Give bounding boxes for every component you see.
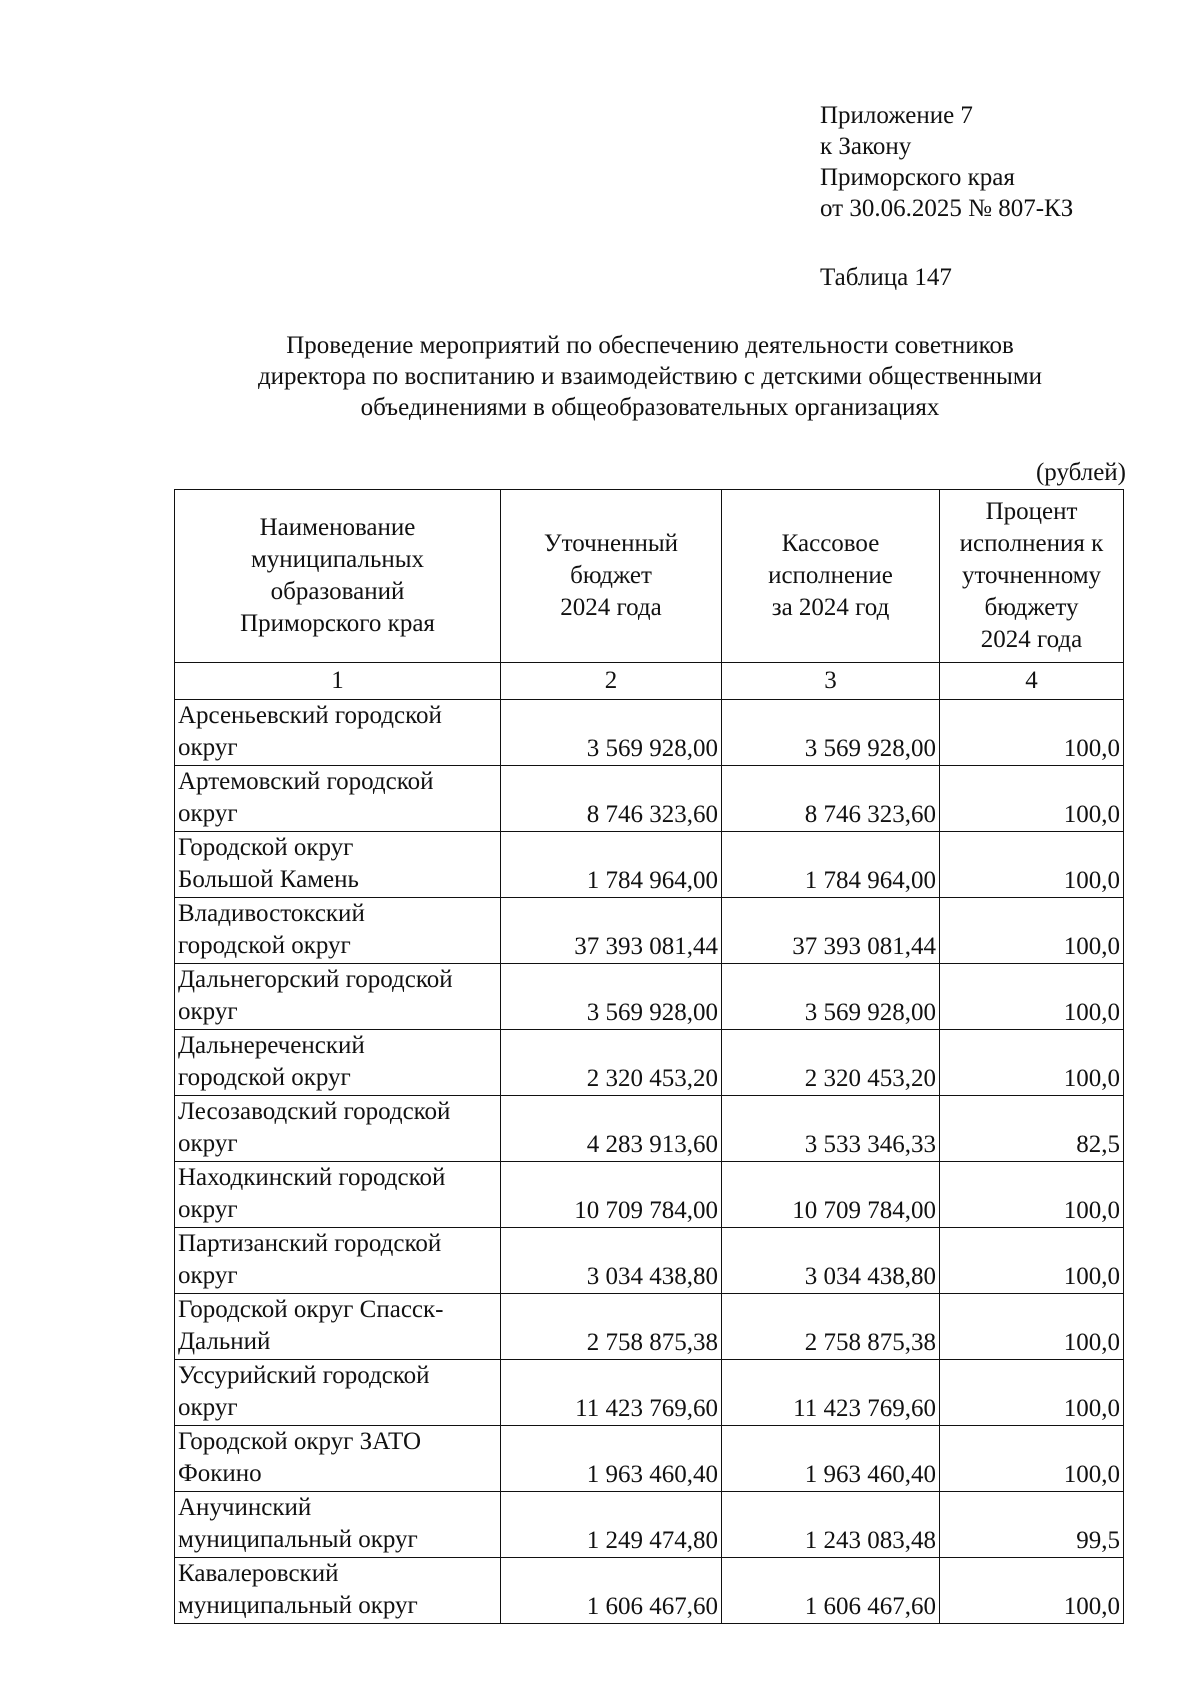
table-row <box>175 964 1124 1030</box>
appendix-line: Приложение 7 <box>820 102 973 129</box>
municipality-name: Владивостокский городской округ <box>175 898 501 964</box>
execution-cell: 2 758 875,38 <box>722 1294 940 1360</box>
title-line: директора по воспитанию и взаимодействию с детскими общественными <box>257 363 1043 390</box>
budget-cell: 37 393 081,44 <box>501 898 722 964</box>
header-municipality: Наименование муниципальных образований Приморского края <box>175 490 501 663</box>
percent-cell: 100,0 <box>940 1030 1124 1096</box>
percent-cell: 82,5 <box>940 1096 1124 1162</box>
execution-cell: 3 533 346,33 <box>722 1096 940 1162</box>
municipality-name: Кавалеровский муниципальный округ <box>175 1558 501 1624</box>
table-row <box>175 1294 1124 1360</box>
budget-cell: 2 758 875,38 <box>501 1294 722 1360</box>
column-number: 1 <box>175 663 501 700</box>
municipality-name: Дальнереченский городской округ <box>175 1030 501 1096</box>
column-number: 4 <box>940 663 1124 700</box>
municipality-name: Лесозаводский городской округ <box>175 1096 501 1162</box>
municipality-name: Городской округ Большой Камень <box>175 832 501 898</box>
execution-cell: 3 569 928,00 <box>722 700 940 766</box>
execution-cell: 2 320 453,20 <box>722 1030 940 1096</box>
execution-cell: 10 709 784,00 <box>722 1162 940 1228</box>
percent-cell: 100,0 <box>940 1360 1124 1426</box>
percent-cell: 100,0 <box>940 964 1124 1030</box>
document-title <box>160 330 1140 423</box>
percent-cell: 100,0 <box>940 766 1124 832</box>
execution-cell: 3 569 928,00 <box>722 964 940 1030</box>
appendix-line: от 30.06.2025 № 807-КЗ <box>820 195 1074 222</box>
execution-cell: 11 423 769,60 <box>722 1360 940 1426</box>
column-number: 2 <box>501 663 722 700</box>
table-row <box>175 766 1124 832</box>
column-number-row <box>175 663 1124 700</box>
percent-cell: 100,0 <box>940 898 1124 964</box>
execution-cell: 1 243 083,48 <box>722 1492 940 1558</box>
percent-cell: 99,5 <box>940 1492 1124 1558</box>
percent-cell: 100,0 <box>940 1294 1124 1360</box>
table-row <box>175 700 1124 766</box>
percent-cell: 100,0 <box>940 1228 1124 1294</box>
title-line: объединениями в общеобразовательных организациях <box>360 394 940 421</box>
percent-cell: 100,0 <box>940 1162 1124 1228</box>
budget-table <box>174 489 1124 1624</box>
municipality-name: Анучинский муниципальный округ <box>175 1492 501 1558</box>
table-row <box>175 1558 1124 1624</box>
municipality-name: Городской округ Спасск- Дальний <box>175 1294 501 1360</box>
percent-cell: 100,0 <box>940 1558 1124 1624</box>
municipality-name: Партизанский городской округ <box>175 1228 501 1294</box>
budget-cell: 1 784 964,00 <box>501 832 722 898</box>
header-percent: Процент исполнения к уточненному бюджету 2024 года <box>940 490 1124 663</box>
municipality-name: Артемовский городской округ <box>175 766 501 832</box>
header-execution: Кассовое исполнение за 2024 год <box>722 490 940 663</box>
table-row <box>175 898 1124 964</box>
percent-cell: 100,0 <box>940 832 1124 898</box>
percent-cell: 100,0 <box>940 1426 1124 1492</box>
execution-cell: 1 784 964,00 <box>722 832 940 898</box>
execution-cell: 1 963 460,40 <box>722 1426 940 1492</box>
municipality-name: Находкинский городской округ <box>175 1162 501 1228</box>
budget-cell: 3 569 928,00 <box>501 964 722 1030</box>
percent-cell: 100,0 <box>940 700 1124 766</box>
budget-cell: 2 320 453,20 <box>501 1030 722 1096</box>
municipality-name: Арсеньевский городской округ <box>175 700 501 766</box>
budget-cell: 3 569 928,00 <box>501 700 722 766</box>
budget-cell: 1 249 474,80 <box>501 1492 722 1558</box>
appendix-line: Приморского края <box>820 164 1015 191</box>
execution-cell: 1 606 467,60 <box>722 1558 940 1624</box>
header-budget: Уточненный бюджет 2024 года <box>501 490 722 663</box>
budget-cell: 10 709 784,00 <box>501 1162 722 1228</box>
appendix-reference <box>820 100 1073 224</box>
header-row <box>175 490 1124 663</box>
budget-cell: 1 963 460,40 <box>501 1426 722 1492</box>
table-row <box>175 1360 1124 1426</box>
table-row <box>175 1492 1124 1558</box>
municipality-name: Дальнегорский городской округ <box>175 964 501 1030</box>
budget-cell: 8 746 323,60 <box>501 766 722 832</box>
table-row <box>175 832 1124 898</box>
execution-cell: 8 746 323,60 <box>722 766 940 832</box>
execution-cell: 3 034 438,80 <box>722 1228 940 1294</box>
column-number: 3 <box>722 663 940 700</box>
table-row <box>175 1426 1124 1492</box>
table-body <box>175 700 1124 1624</box>
title-line: Проведение мероприятий по обеспечению деятельности советников <box>286 332 1014 359</box>
budget-cell: 4 283 913,60 <box>501 1096 722 1162</box>
appendix-line: к Закону <box>820 133 912 160</box>
budget-cell: 3 034 438,80 <box>501 1228 722 1294</box>
budget-cell: 1 606 467,60 <box>501 1558 722 1624</box>
budget-cell: 11 423 769,60 <box>501 1360 722 1426</box>
table-row <box>175 1162 1124 1228</box>
units-label: (рублей) <box>1035 459 1126 486</box>
execution-cell: 37 393 081,44 <box>722 898 940 964</box>
municipality-name: Уссурийский городской округ <box>175 1360 501 1426</box>
table-row <box>175 1030 1124 1096</box>
table-row <box>175 1228 1124 1294</box>
table-row <box>175 1096 1124 1162</box>
municipality-name: Городской округ ЗАТО Фокино <box>175 1426 501 1492</box>
table-number: Таблица 147 <box>820 264 952 291</box>
